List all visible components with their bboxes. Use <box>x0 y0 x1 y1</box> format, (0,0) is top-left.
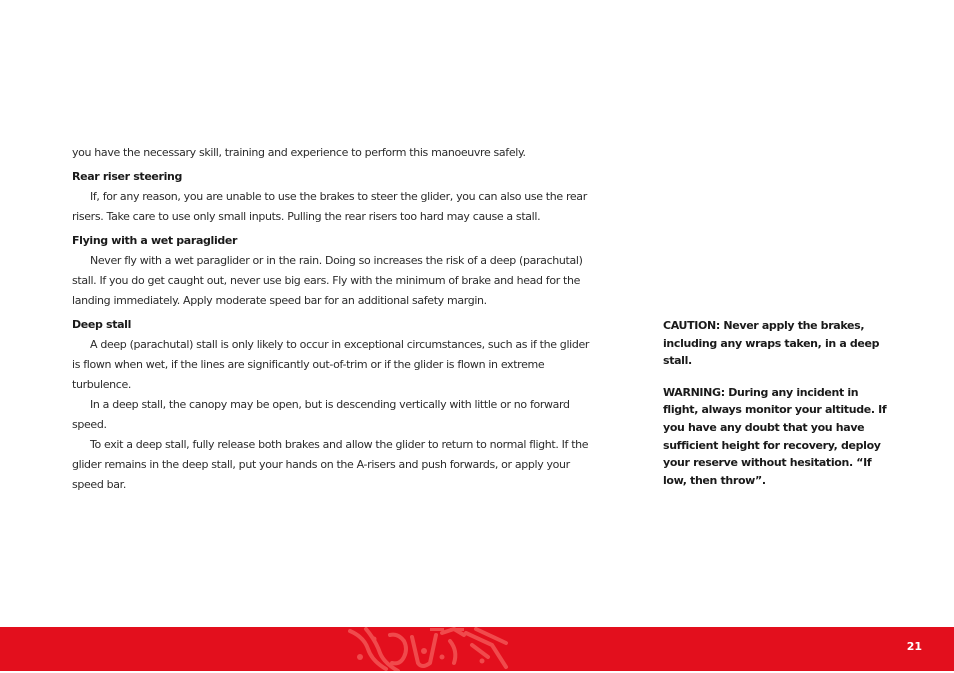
deep-stall-paragraph-3: To exit a deep stall, fully release both brakes and allow the glider to return to normal flight. If the glider remains in the deep stall, put your hands on the A-risers and push forwards, or apply your speed bar. <box>72 438 589 491</box>
page-number: 21 <box>906 640 922 653</box>
sidebar-notes <box>663 317 893 503</box>
heading-deep-stall: Deep stall <box>72 318 132 331</box>
caution-note: CAUTION: Never apply the brakes, including any wraps taken, in a deep stall. <box>663 319 880 368</box>
deep-stall-paragraph-2: In a deep stall, the canopy may be open, but is descending vertically with little or no forward speed. <box>72 398 570 431</box>
deep-stall-paragraph-1: A deep (parachutal) stall is only likely to occur in exceptional circumstances, such as if the glider is flown when wet, if the lines are significantly out-of-trim or if the glider is flown in extreme turbulence. <box>72 338 590 391</box>
continued-paragraph: you have the necessary skill, training and experience to perform this manoeuvre safely. <box>72 146 526 159</box>
heading-wet-paraglider: Flying with a wet paraglider <box>72 234 238 247</box>
rear-riser-paragraph: If, for any reason, you are unable to use the brakes to steer the glider, you can also use the rear risers. Take care to use only small inputs. Pulling the rear risers too hard may cause a stall. <box>72 190 587 223</box>
footer-band <box>0 627 954 671</box>
brand-logo-icon <box>346 627 512 671</box>
heading-rear-riser-steering: Rear riser steering <box>72 170 183 183</box>
warning-note: WARNING: During any incident in flight, always monitor your altitude. If you have any doubt that you have sufficient height for recovery, deploy your reserve without hesitation. “If low, then throw”. <box>663 385 887 487</box>
wet-paraglider-paragraph: Never fly with a wet paraglider or in the rain. Doing so increases the risk of a deep (parachutal) stall. If you do get caught out, never use big ears. Fly with the minimum of brake and head for the landing immediately. Apply moderate speed bar for an additional safety margin. <box>72 254 583 307</box>
main-text-column <box>72 143 592 495</box>
